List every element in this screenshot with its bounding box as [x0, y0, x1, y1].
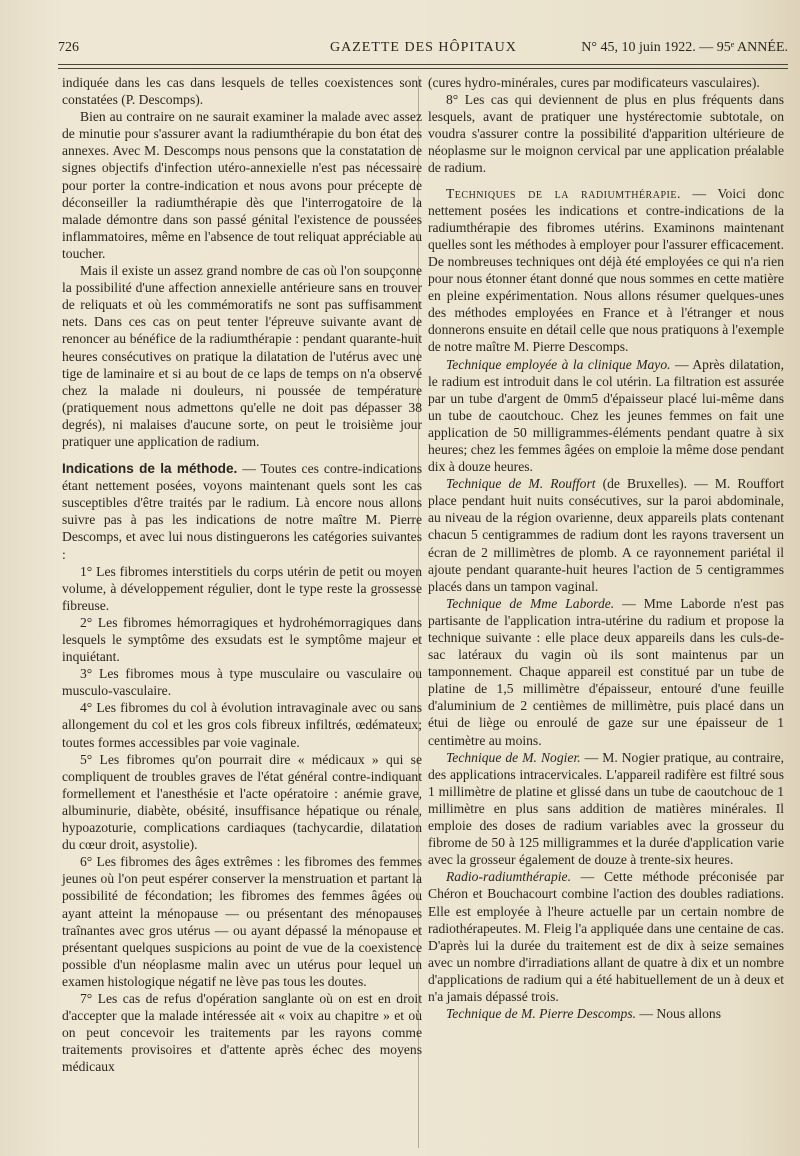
list-item: 3° Les fibromes mous à type musculaire ou vasculaire ou musculo-vasculaire. — [62, 666, 422, 699]
page-number: 726 — [58, 40, 79, 55]
technique-paragraph — [428, 1005, 784, 1022]
technique-text: (de Bruxelles). — M. Rouffort place pendant huit nuits consécutives, sur la paroi abdominale, au niveau de la région ovarienne, deux appareils plats contenant chacun 5 centigrammes de radium dont les rayons traversent un écran de 2 millimètres de plomb. A ce rayonnement pariétal il ajoute pendant quarante-huit heures l'action de 5 centigrammes placés dans un tampon vaginal. — [428, 476, 784, 594]
issue-info: N° 45, 10 juin 1922. — 95ᵉ ANNÉE. — [581, 40, 788, 55]
paragraph: Mais il existe un assez grand nombre de cas où l'on soupçonne la possibilité d'une affection annexielle antérieure sans en trouver de reliquats et où les commémoratifs ne sont pas suffisamment nets. Dans ces cas on peut tenter l'épreuve suivante avant de renoncer au bénéfice de la radiumthérapie : pendant quarante-huit heures consécutives on pratique la dilatation de l'utérus avec une tige de laminaire et si au bout de ce laps de temps on n'a observé chez la malade ni douleurs, ni poussée de température (pratiquement nous admettons qu'elle ne doit pas dépasser 38 degrés), ni malaises d'aucune sorte, on peut le troisième jour pratiquer une application de radium. — [62, 263, 422, 449]
section-heading: Indications de la méthode. — [62, 461, 238, 477]
technique-title: Technique employée à la clinique Mayo. — [446, 356, 671, 372]
technique-text: — M. Nogier pratique, au contraire, des applications intracervicales. L'appareil radifère est filtré sous 1 millimètre de platine et glissé dans un tube de caoutchouc de 1 millimètre en plus sans addition de matières minérales. Il emploie des doses de radium variables avec la grosseur du fibrome de 50 à 125 milligrammes et la durée d'application varie avec la grosseur également de douze à trente-six heures. — [428, 749, 784, 868]
right-column — [428, 74, 784, 1022]
list-item: 1° Les fibromes interstitiels du corps utérin de petit ou moyen volume, à développement régulier, dont le type reste la grossesse fibreuse. — [62, 563, 422, 613]
technique-title: Radio-radiumthérapie. — [446, 869, 571, 885]
section-text: — Voici donc nettement posées les indications et contre-indications de la radiumthérapie des fibromes utérins. Examinons maintenant quelles sont les méthodes à employer pour l'assurer efficacement. De nombreuses techniques ont déjà été employées ce qui n'a rien pour nous étonner étant donné que nous sommes en cette matière en pleine expérimentation. Nous allons résumer quelques-unes des méthodes employées en France et à l'étranger et nous donnerons ensuite en détail celle que nous pratiquons à l'exemple de notre maître M. Pierre Descomps. — [428, 185, 784, 355]
section-heading: Techniques de la radiumthérapie. — [446, 185, 681, 201]
paragraph: indiquée dans les cas dans lesquels de telles coexistences sont constatées (P. Descomps). — [62, 75, 422, 108]
page-header — [58, 40, 788, 62]
header-rule — [58, 64, 788, 65]
section-paragraph — [428, 185, 784, 356]
technique-title: Technique de M. Rouffort — [446, 476, 596, 492]
list-item: 5° Les fibromes qu'on pourrait dire « médicaux » qui se compliquent de troubles graves de l'état général contre-indiquant formellement et l'anesthésie et l'acte opératoire : anémie grave, albuminurie, diabète, obésité, insuffisance hépatique ou rénale, hypoazoturie, complications cardiaques (tachycardie, dilatation du cœur droit, asystolie). — [62, 751, 422, 853]
technique-title: Technique de M. Nogier. — [446, 749, 581, 765]
technique-text: — Mme Laborde n'est pas partisante de l'application intra-utérine du radium et propose la technique suivante : elle place deux appareils dans les culs-de-sac latéraux du vagin où ils sont maintenus par un tamponnement. Chaque appareil est constitué par un tube de platine de 1,5 millimètre d'épaisseur, entouré d'une feuille d'aluminium de 2 centièmes de millimètre, puis placé dans un étui de liège ou enroulé de gaze sur une épaisseur de 1 centimètre au moins. — [428, 595, 784, 748]
technique-paragraph — [428, 595, 784, 749]
list-item: 6° Les fibromes des âges extrêmes : les fibromes des femmes jeunes où l'on peut espérer conserver la menstruation et partant la possibilité de fécondation; les fibromes des femmes âgées ou ayant atteint la ménopause — ou présentant des ménopauses traînantes avec gros utérus — ou ayant dépassé la ménopause et présentant quelques suspicions au point de vue de la coexistence possible d'un néoplasme malin avec un utérus pour lequel un examen histologique négatif ne lève pas tous les doutes. — [62, 854, 422, 989]
technique-text: — Nous allons — [636, 1006, 721, 1022]
list-item: 4° Les fibromes du col à évolution intravaginale avec ou sans allongement du col et les gros cols fibreux infiltrés, œdémateux; toutes formes accessibles par voie vaginale. — [62, 700, 422, 750]
section-text: — Toutes ces contre-indications étant nettement posées, voyons maintenant quels sont les cas susceptibles d'être traités par le radium. Là encore nous allons suivre pas à pas les indications de notre maître M. Pierre Descomps, et avec lui nous distinguerons les catégories suivantes : — [62, 461, 422, 562]
technique-paragraph — [428, 749, 784, 869]
technique-paragraph — [428, 475, 784, 595]
journal-title: GAZETTE DES HÔPITAUX — [330, 40, 517, 55]
technique-title: Technique de Mme Laborde. — [446, 595, 615, 611]
header-rule-double — [58, 68, 788, 69]
technique-text: — Cette méthode préconisée par Chéron et Bouchacourt combine l'action des doubles radiations. Elle est employée à l'heure actuelle par un certain nombre de radiothérapeutes. M. Fleig l'a appliquée dans une centaine de cas. D'après lui la durée du traitement est de dix à seize semaines avec un nombre d'irradiations allant de quatre à dix et un nombre d'applications de radium qui a été habituellement de un à deux et n'a jamais dépassé trois. — [428, 869, 784, 1004]
technique-text: — Après dilatation, le radium est introduit dans le col utérin. La filtration est assurée par un tube d'argent de 0mm5 d'épaisseur placé lui-même dans un tube de caoutchouc. Chez les jeunes femmes on fait une application de 50 milligrammes-éléments pendant quatre à six heures; chez les femmes âgées on emploie la même dose pendant dix à douze heures. — [428, 356, 784, 475]
technique-title: Technique de M. Pierre Descomps. — [446, 1006, 637, 1022]
list-item: 7° Les cas de refus d'opération sanglante où on est en droit d'accepter que la malade intéressée ait « voix au chapitre » et où on peut concevoir les traitements par les rayons comme traitements provisoires et d'attente après échec des moyens médicaux — [62, 990, 422, 1075]
technique-paragraph — [428, 356, 784, 476]
left-column — [62, 74, 422, 1075]
list-item: 8° Les cas qui deviennent de plus en plus fréquents dans lesquels, avant de pratiquer une hystérectomie subtotale, on voudra s'assurer contre la possibilité d'apparition ultérieure de néoplasme sur le moignon cervical par une application préalable de radium. — [428, 92, 784, 176]
list-item: 2° Les fibromes hémorragiques et hydrohémorragiques dans lesquels le symptôme des exsudats est le symptôme majeur et inquiétant. — [62, 614, 422, 665]
paragraph: (cures hydro-minérales, cures par modificateurs vasculaires). — [428, 75, 760, 90]
technique-paragraph — [428, 868, 784, 1005]
paragraph: Bien au contraire on ne saurait examiner la malade avec assez de minutie pour s'assurer avant la radiumthérapie du bon état des annexes. Avec M. Descomps nous pensons que la constatation de signes objectifs d'infection utéro-annexielle n'est pas nécessaire pour porter la contre-indication et nous avons pour précepte de déconseiller la radiumthérapie dès que l'interrogatoire de la malade démontre dans son passé génital l'existence de poussées inflammatoires, même en l'absence de tout reliquat appréciable au toucher. — [62, 109, 422, 261]
